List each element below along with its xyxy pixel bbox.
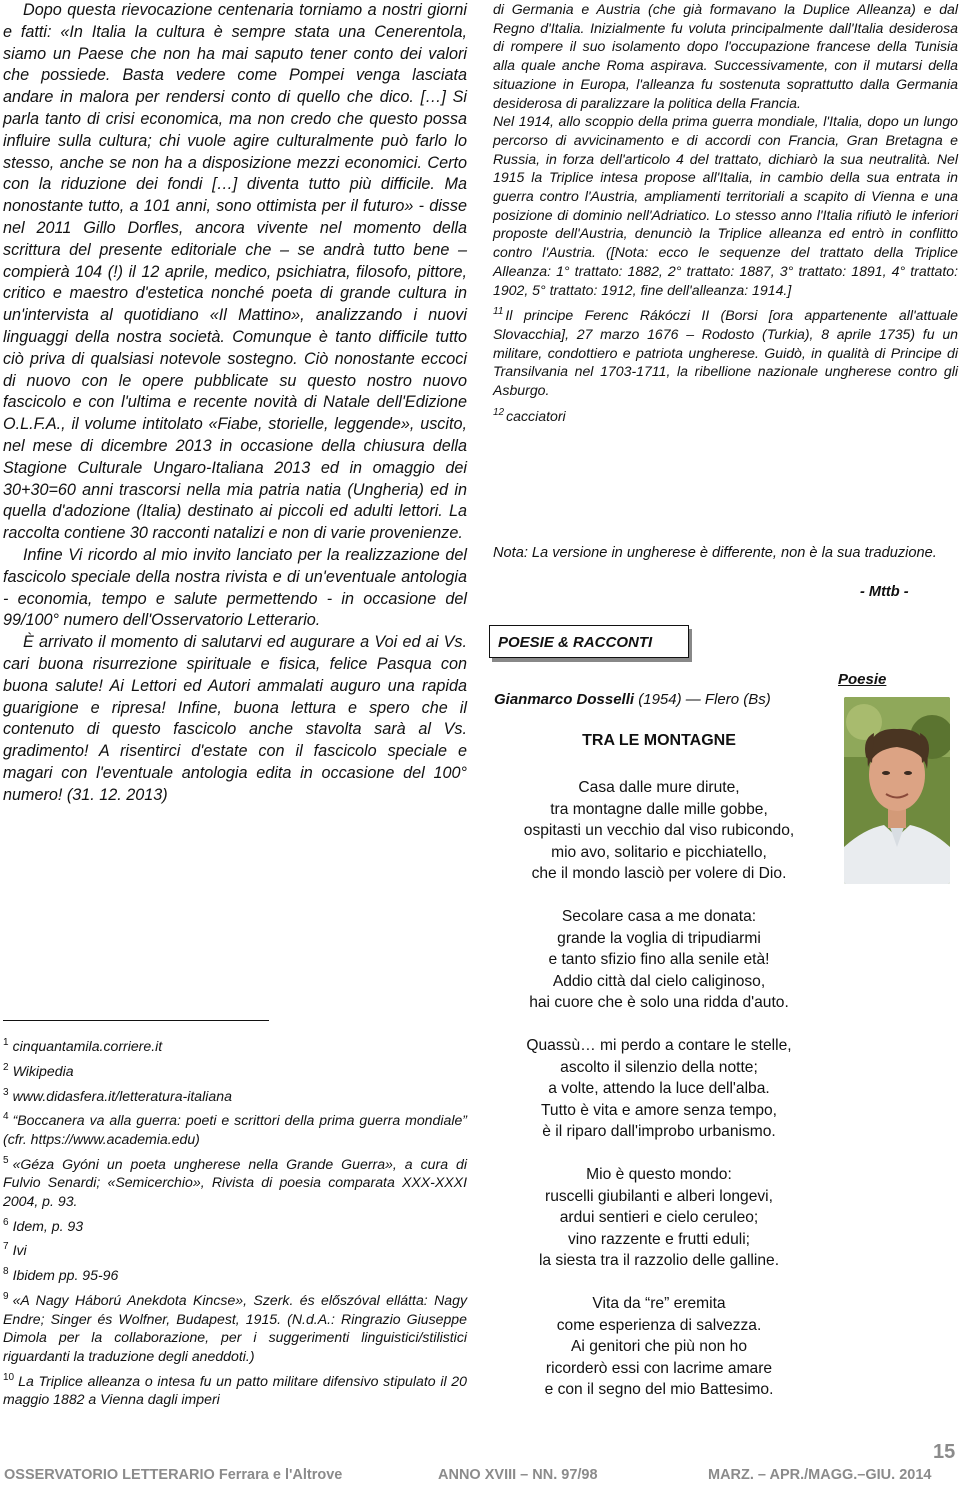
footnote-10-continued: di Germania e Austria (che già formavano la Duplice Alleanza) e dal Regno d'Italia. Inizialmente fu voluta principalmente dall'Italia desiderosa di rompere il suo isolamento dopo l'occupazione francese della Tunisia alla quale anche Roma aspirava. Successivamente, con il mutarsi della situazione in Europa, l'alleanza fu sostenuta soprattutto dalla Germania desiderosa di paralizzare la politica della Francia. [493, 1, 958, 111]
poem-line: mio avo, solitario e picchiatello, [551, 843, 767, 861]
page-footer [0, 1467, 960, 1489]
main-text-column [3, 0, 467, 806]
author-name: Gianmarco Dosselli [494, 691, 635, 708]
poem-stanza [494, 1035, 824, 1143]
poem-stanza [494, 1164, 824, 1272]
poem-line: e con il segno del mio Battesimo. [544, 1381, 774, 1398]
poem-line: Secolare casa a me donata: [561, 908, 757, 925]
poesie-label: Poesie [838, 671, 887, 688]
poem-line: hai cuore che è solo una ridda d'auto. [529, 994, 789, 1011]
page-number: 15 [933, 1441, 956, 1463]
poem-line: ospitasti un vecchio dal viso rubicondo, [523, 822, 795, 839]
footnote-9: $^9$ «A Nagy Háború Anekdota Kincse», Szerk. és előszóval ellátta: Nagy Endre; Singer és Wolfner, Budapest, 1915. (N.d.A.: Ringrazio Giuseppe Dimola per la collaborazione, per i suggerimenti linguistici/stilistici riguardanti la traduzione degli aneddoti.) [3, 1291, 467, 1364]
poem-title: TRA LE MONTAGNE [582, 732, 736, 749]
poem-line: la siesta tra il razzolio delle galline. [538, 1252, 780, 1269]
footnote-3: $^3$ www.didasfera.it/letteratura-italiana [3, 1086, 232, 1104]
poem-stanza [494, 906, 824, 1014]
footnote-10-continued-2: Nel 1914, allo scoppio della prima guerra mondiale, l'Italia, dopo un lungo percorso di avvicinamento e di accordi con Francia, Gran Bretagna e Russia, in forza dell'articolo 4 del trattato, dichiarò la sua neutralità. Nel 1915 la Triplice intesa propose all'Italia, in cambio della sua entrata in guerra contro l'Austria, ampliamenti territoriali a scapito di Vienna e una posizione di dominio nell'Adriatico. Lo stesso anno l'Italia rifiutò le inferiori proposte dell'Austria, denunciò la Triplice alleanza ed entrò in conflitto contro l'Austria. ([Nota: ecco le sequenze del trattato della Triplice Alleanza: 1° trattato: 1882, 2° trattato: 1887, 3° trattato: 1891, 4° trattato: 1902, 5° trattato: 1912, fine dell'alleanza: 1914.] [493, 113, 958, 298]
editorial-paragraph-1: Dopo questa rievocazione centenaria torniamo a nostri giorni e fatti: «In Italia la cultura è sempre stata una Cenerentola, siamo un Paese che non ha mai saputo tener conto dei valori che possiede. Basta vedere come Pompei venga lasciata andare in malora per rendersi conto di quello che dico. […] Si parla tanto di crisi economica, ma non credo che questo possa influire sulla cultura; chi vuole agire culturalmente può farlo lo stesso, anche se non ha a disposizione mezzi economici. Certo con la riduzione dei fondi […] diventa tutto più difficile. Ma nonostante tutto, a 101 anni, sono ottimista per il futuro» - disse nel 2011 Gillo Dorfles, ancora vivente nel momento della scrittura del presente editoriale che – se andrà tutto bene – compierà 104 (!) il 12 aprile, medico, psichiatra, filosofo, pittore, critico e maestro d'estetica nonché poeta di grande cultura in un'intervista al quotidiano «Il Mattino», analizzando i nuovi linguaggi della nostra società. Comunque è tanto difficile tutto ciò priva di qualsiasi notevole sostegno. Ciò nonostante eccoci di nuovo con le opere pubblicate su questo nostro nuovo fascicolo e con l'ultima e recente novità di Natale dell'Edizione O.L.F.A., il volume intitolato «Fiabe, storielle, leggende», uscito, nel mese di dicembre 2013 in occasione della chiusura della Stagione Culturale Ungaro-Italiana 2013 ed in omaggio dei 30+30=60 anni trascorsi nella mia patria natia (Ungheria) ed in quella d'adozione (Italia) destinato ai piccoli ed adulti lettori. La raccolta contiene 30 racconti natalizi e non di varie provenienze. [3, 1, 467, 543]
poem-line: Quassù… mi perdo a contare le stelle, [526, 1037, 792, 1054]
poem-stanza [494, 1293, 824, 1401]
poem-stanza [494, 777, 824, 885]
translation-note: Nota: La versione in ungherese è differente, non è la sua traduzione. [493, 545, 937, 561]
portrait-photo-icon [844, 697, 950, 884]
poem-line: ardui sentieri e cielo ceruleo; [559, 1209, 759, 1226]
footnote-8: $^8$ Ibidem pp. 95-96 [3, 1266, 119, 1284]
footer-publication: OSSERVATORIO LETTERARIO Ferrara e l'Altrove [4, 1467, 343, 1483]
footnote-2: $^2$ Wikipedia [3, 1061, 74, 1079]
footnotes [3, 1034, 467, 1412]
signature: - Mttb - [860, 584, 909, 600]
footer-issue: ANNO XVIII – NN. 97/98 [438, 1467, 598, 1483]
poem-line: e tanto sfizio fino alla senile età! [548, 951, 770, 968]
poem-line: Ai genitori che più non ho [571, 1338, 747, 1355]
author-line [494, 691, 771, 708]
footnote-11: $^{11}$ Il principe Ferenc Rákóczi II (Borsi [ora appartenente all'attuale Slovacchia], 27 marzo 1676 – Rodosto (Turkia), 8 aprile 1735) fu un militare, condottiero e patriota ungherese. Guidò, in qualità di Principe di Transilvania nel 1703-1711, la ribellione nazionale ungherese contro gli Asburgo. [493, 306, 958, 399]
poem-line: Vita da “re” eremita [592, 1295, 726, 1312]
poem-line: come esperienza di salvezza. [556, 1316, 762, 1334]
footnote-separator [3, 1020, 269, 1021]
portrait-photo [844, 697, 950, 884]
poem-body [494, 777, 824, 1422]
footnote-7: $^7$ Ivi [3, 1241, 27, 1259]
poem-line: che il mondo lasciò per volere di Dio. [531, 865, 787, 882]
poem-line: grande la voglia di tripudiarmi [557, 929, 761, 947]
section-header-box: POESIE & RACCONTI [489, 625, 689, 658]
footnote-1: $^1$ cinquantamila.corriere.it [3, 1037, 163, 1054]
editorial-paragraph-3: È arrivato il momento di salutarvi ed augurare a Voi ed ai Vs. cari buona risurrezione spirituale e fisica, felice Pasqua con buona salute! Ai Lettori ed Autori ammalati auguro una rapida guarigione e ripresa! Infine, buona lettura e spero che il contenuto di questo fascicolo anche stavolta sarà al Vs. gradimento! A risentirci d'estate con il fascicolo speciale e magari con l'eventuale antologia edita in occasione del 100° numero! (31. 12. 2013) [3, 633, 467, 804]
footnote-12: $^{12}$ cacciatori [493, 406, 566, 424]
poem-line: Casa dalle mure dirute, [578, 779, 740, 796]
poem-line: è il riparo dall'improbo urbanismo. [542, 1123, 776, 1140]
footer-date: MARZ. – APR./MAGG.–GIU. 2014 [708, 1467, 932, 1483]
poem-line: Mio è questo mondo: [586, 1166, 732, 1183]
footnote-6: $^6$ Idem, p. 93 [3, 1216, 84, 1234]
poem-line: ricorderò essi con lacrime amare [545, 1359, 773, 1377]
poem-line: ruscelli giubilanti e alberi longevi, [545, 1187, 773, 1205]
footnote-10: $^{10}$ La Triplice alleanza o intesa fu un patto militare difensivo stipulato il 20 maggio 1882 a Vienna dagli imperi [3, 1371, 467, 1408]
author-details: (1954) — Flero (Bs) [634, 691, 771, 708]
poem-line: tra montagne dalle mille gobbe, [550, 800, 768, 818]
poem-line: ascolto il silenzio della notte; [560, 1058, 758, 1076]
footnote-4: $^4$ “Boccanera va alla guerra: poeti e scrittori della prima guerra mondiale” (cfr. https://www.academia.edu) [3, 1111, 467, 1147]
right-column [493, 0, 958, 425]
poem-line: Addio città dal cielo caliginoso, [552, 972, 766, 990]
footnote-5: $^5$ «Géza Gyóni un poeta ungherese nella Grande Guerra», a cura di Fulvio Senardi; «Semicerchio», Rivista di poesia comparata XXX-XXXI 2004, p. 93. [3, 1154, 467, 1209]
poem-line: Tutto è vita e amore senza tempo, [540, 1101, 778, 1119]
poem-line: vino razzente e frutti eduli; [567, 1230, 751, 1248]
editorial-paragraph-2: Infine Vi ricordo al mio invito lanciato per la realizzazione del fascicolo speciale della nostra rivista e di un'eventuale antologia - economia, tempo e salute permettendo - in occasione del 99/100° numero dell'Osservatorio Letterario. [3, 545, 467, 630]
poem-line: a volte, attendo la luce dell'alba. [548, 1080, 770, 1097]
